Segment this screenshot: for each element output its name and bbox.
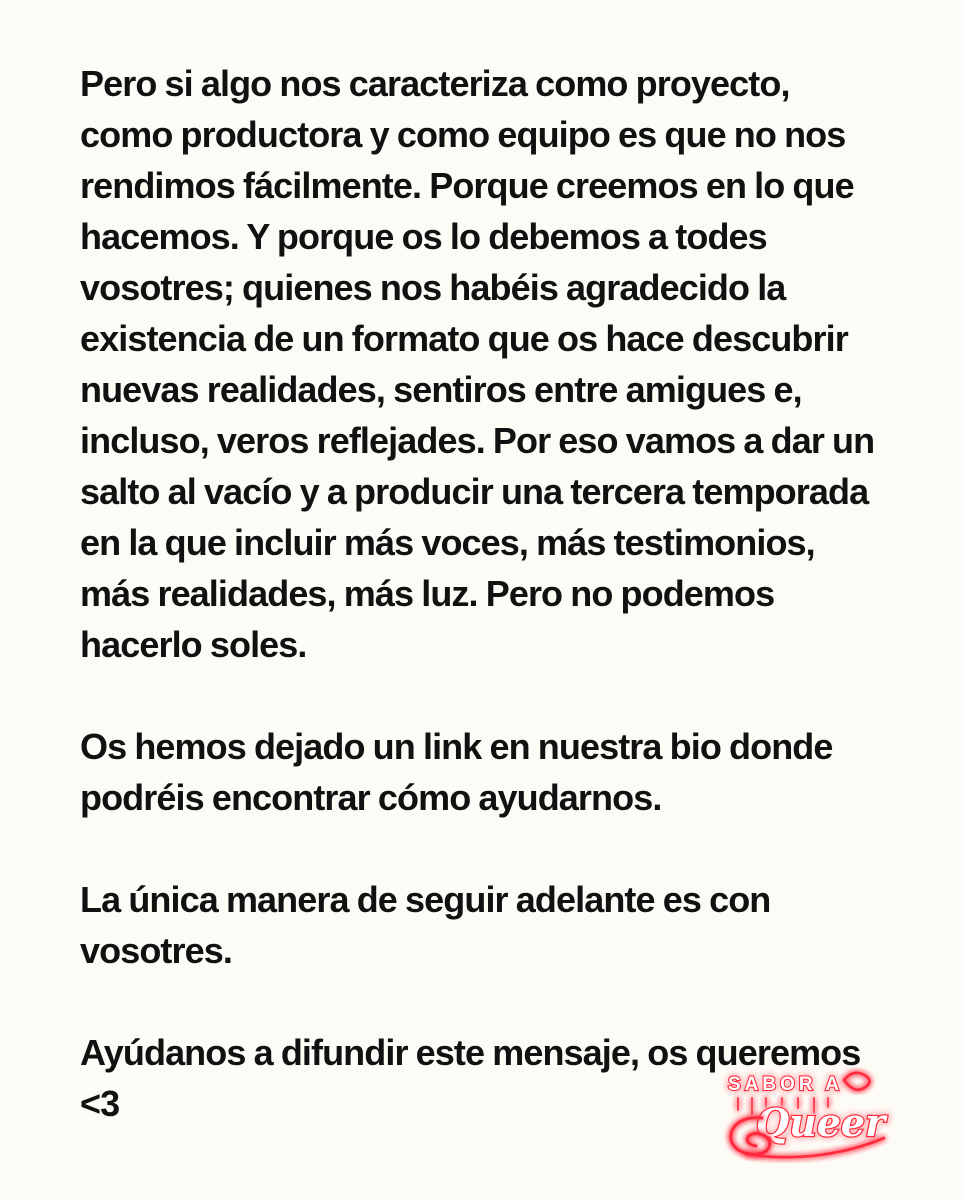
paragraph-only-way: La única manera de seguir adelante es con vosotres. <box>80 879 771 971</box>
paragraph-spread-message: Ayúdanos a difundir este mensaje, os queremos <3 <box>80 1032 861 1124</box>
paragraph-intro: Pero si algo nos caracteriza como proyecto, como productora y como equipo es que no nos rendimos fácilmente. Porque creemos en lo que hacemos. Y porque os lo debemos a todes vosotres; quienes nos habéis agradecido la existencia de un formato que os hace descubrir nuevas realidades, sentiros entre amigues e, incluso, veros reflejades. Por eso vamos a dar un salto al vacío y a producir una tercera temporada en la que incluir más voces, más testimonios, más realidades, más luz. Pero no podemos hacerlo soles. <box>80 63 875 665</box>
sabor-a-queer-logo <box>716 1058 896 1168</box>
neon-logo-graphic <box>716 1058 896 1168</box>
paragraph-gap <box>80 976 890 1027</box>
logo-top-text: SABOR A <box>728 1074 843 1095</box>
paragraph-gap <box>80 670 890 721</box>
paragraph-gap <box>80 823 890 874</box>
lips-icon <box>844 1073 870 1090</box>
message-body <box>80 58 890 1129</box>
logo-script-text: Queer <box>756 1100 886 1145</box>
paragraph-link-bio: Os hemos dejado un link en nuestra bio donde podréis encontrar cómo ayudarnos. <box>80 726 833 818</box>
